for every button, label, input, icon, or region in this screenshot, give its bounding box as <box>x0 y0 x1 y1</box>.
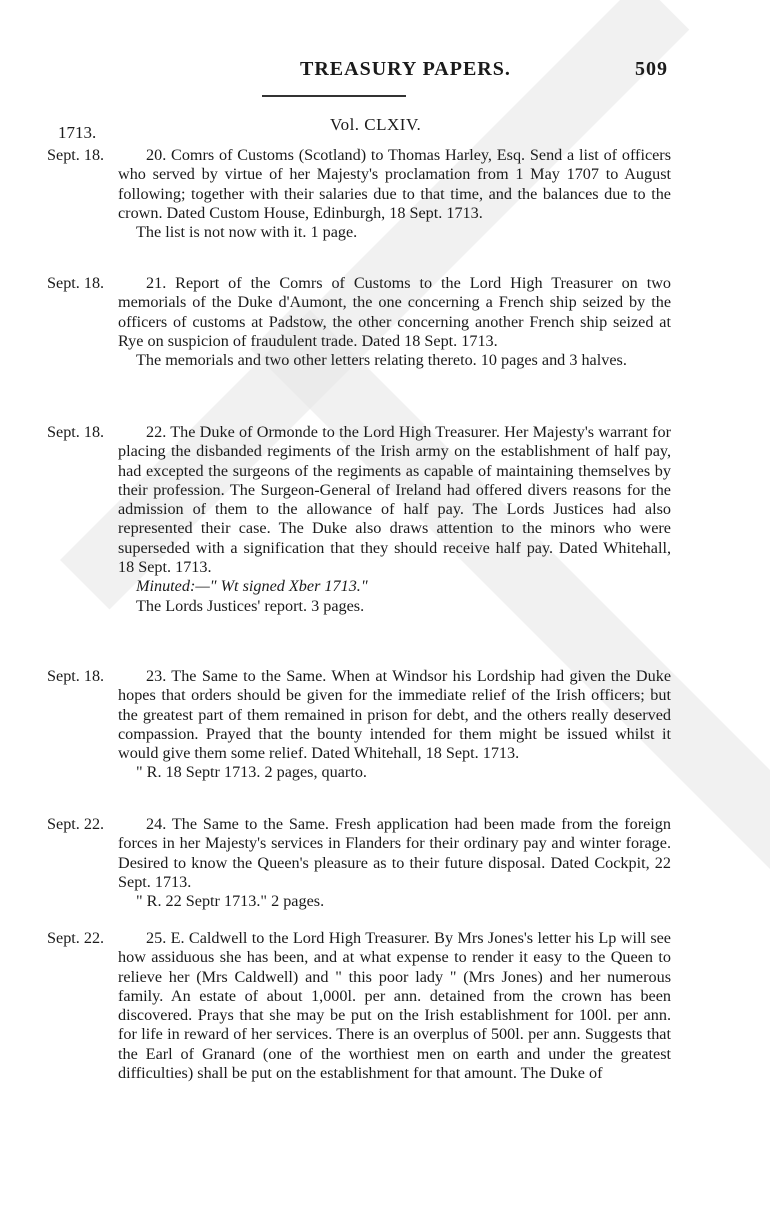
entry-text: 20. Comrs of Customs (Scotland) to Thomas Harley, Esq. Send a list of officers who served by virtue of her Majesty's proclamation from 1 May 1707 to August following; together with their salaries due to that time, and the balances due to the crown. Dated Custom House, Edinburgh, 18 Sept. 1713. <box>118 146 671 222</box>
entry-note: The Lords Justices' report. 3 pages. <box>136 596 365 615</box>
entry-note: " R. 18 Septr 1713. 2 pages, quarto. <box>136 763 367 782</box>
running-title: TREASURY PAPERS. <box>300 58 511 80</box>
margin-year: 1713. <box>58 123 97 142</box>
entry-body <box>118 423 671 616</box>
entry-body <box>118 815 671 911</box>
entry-date: Sept. 22. <box>47 929 105 947</box>
header-rule <box>262 95 406 97</box>
volume-heading: Vol. CLXIV. <box>330 115 422 134</box>
entry-text: 23. The Same to the Same. When at Windsor his Lordship had given the Duke hopes that orders should be given for the immediate relief of the Irish officers; but the greatest part of them remained in prison for debt, and the others really deserved compassion. Prayed that the bounty intended for them might be issued whilst it would give them some relief. Dated Whitehall, 18 Sept. 1713. <box>118 667 671 763</box>
entry-date: Sept. 18. <box>47 423 105 441</box>
entry-note: The list is not now with it. 1 page. <box>136 223 358 242</box>
entry-date: Sept. 18. <box>47 274 105 292</box>
entry-text: 25. E. Caldwell to the Lord High Treasurer. By Mrs Jones's letter his Lp will see how assiduous she has been, and at what expense to render it easy to the Queen to relieve her (Mrs Caldwell) and " this poor lady " (Mrs Jones) and her numerous family. An estate of about 1,000l. per ann. detained from the crown has been discovered. Prays that she may be put on the Irish establishment for 100l. per ann. for life in reward of her services. There is an overplus of 500l. per ann. Suggests that the Earl of Granard (one of the worthiest men on earth and under the greatest difficulties) shall be put on the establishment for that amount. The Duke of <box>118 929 671 1083</box>
entry-date: Sept. 18. <box>47 667 105 685</box>
entry-text: 21. Report of the Comrs of Customs to the Lord High Treasurer on two memorials of the Duke d'Aumont, the one concerning a French ship seized by the officers of customs at Padstow, the other concerning another French ship seized at Rye on suspicion of fraudulent trade. Dated 18 Sept. 1713. <box>118 274 671 350</box>
entry-date: Sept. 22. <box>47 815 105 833</box>
page-number: 509 <box>635 58 668 80</box>
entry-body <box>118 929 671 1083</box>
entry-body <box>118 146 671 242</box>
entry-minute: Minuted:—" Wt signed Xber 1713." <box>136 577 368 596</box>
entry-text: 24. The Same to the Same. Fresh application had been made from the foreign forces in her Majesty's services in Flanders for their ordinary pay and winter forage. Desired to know the Queen's pleasure as to their future disposal. Dated Cockpit, 22 Sept. 1713. <box>118 815 671 891</box>
entry-note: " R. 22 Septr 1713." 2 pages. <box>136 892 325 911</box>
entry-text: 22. The Duke of Ormonde to the Lord High Treasurer. Her Majesty's warrant for placing the disbanded regiments of the Irish army on the establishment of half pay, had excepted the surgeons of the regiments as capable of maintaining themselves by their profession. The Surgeon-General of Ireland had offered divers reasons for the admission of them to the allowance of half pay. The Lords Justices had also represented their case. The Duke also draws attention to the minors who were superseded with a signification that they should receive half pay. Dated Whitehall, 18 Sept. 1713. <box>118 423 671 577</box>
entry-note: The memorials and two other letters relating thereto. 10 pages and 3 halves. <box>136 351 627 370</box>
entry-body <box>118 667 671 783</box>
entry-body <box>118 274 671 370</box>
entry-date: Sept. 18. <box>47 146 105 164</box>
